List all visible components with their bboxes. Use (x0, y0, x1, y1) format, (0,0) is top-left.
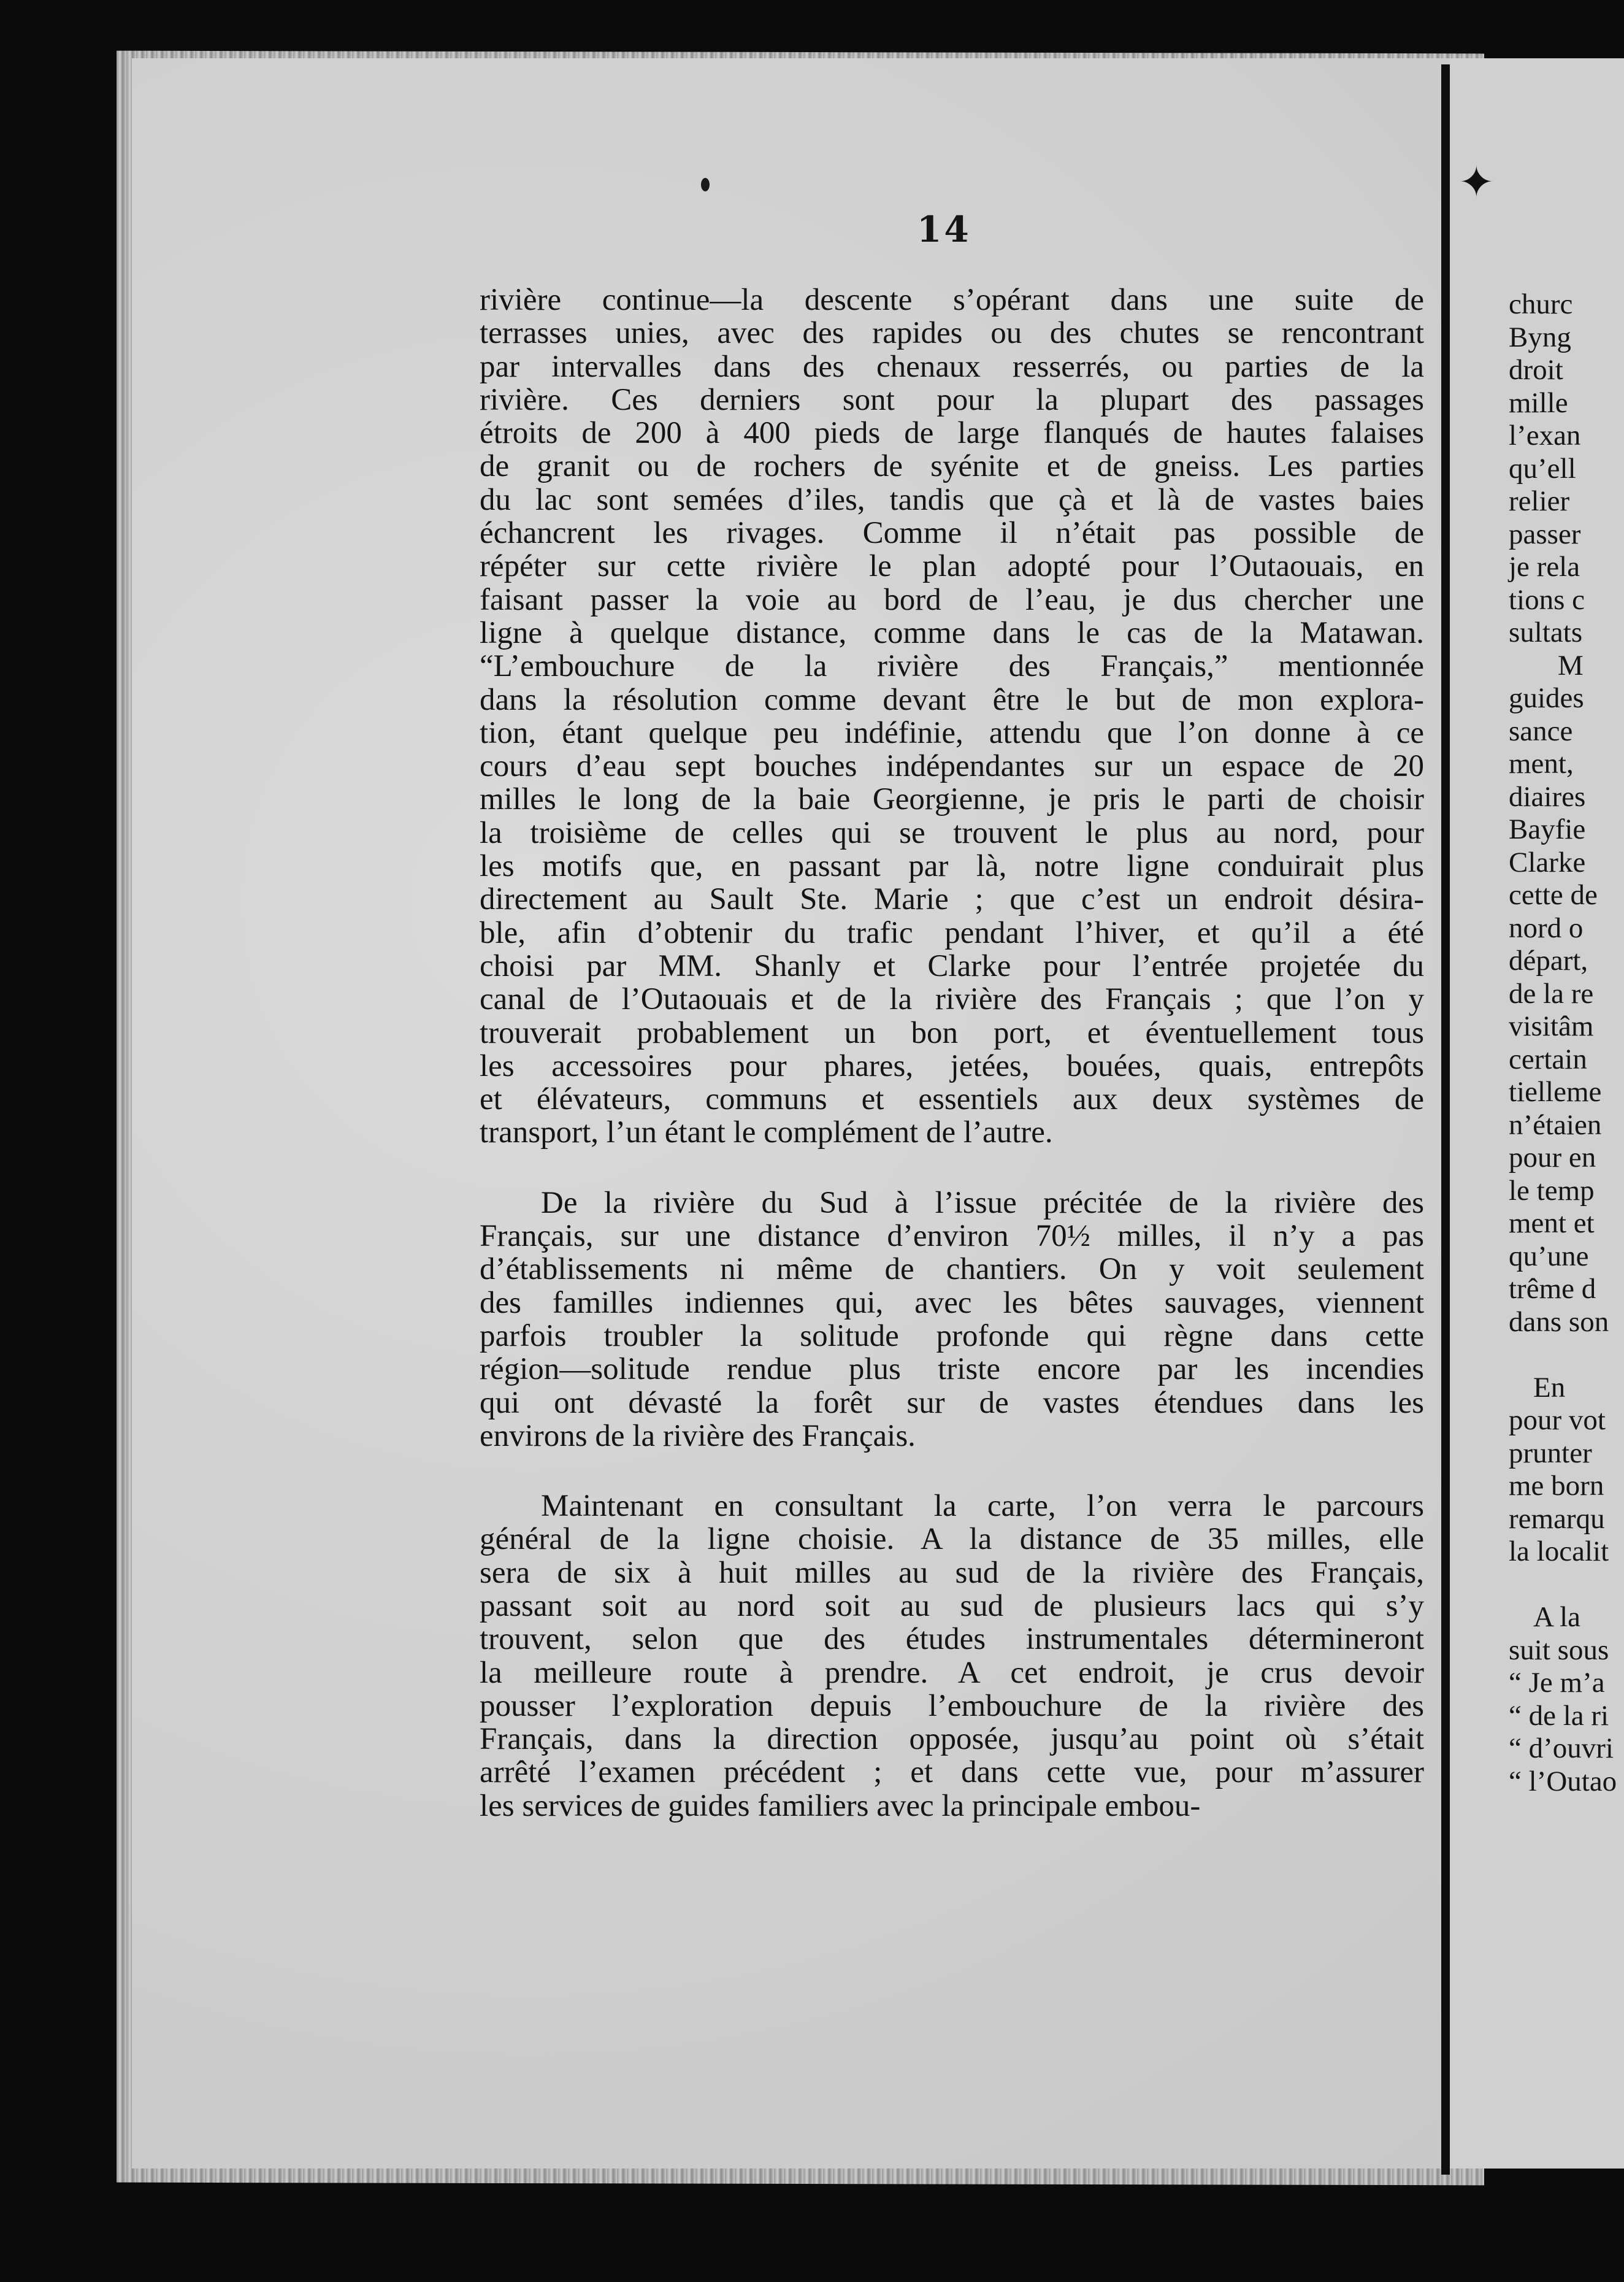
ink-speck (701, 178, 710, 191)
text-line: échancrent les rivages. Comme il n’était pas possible de (480, 516, 1424, 551)
facing-text-line: “ Je m’a (1509, 1667, 1605, 1699)
gutter-mark: ✦ (1458, 157, 1495, 207)
text-line: région—solitude rendue plus triste encore par les incendies (480, 1352, 1424, 1387)
facing-text-line: qu’ell (1509, 452, 1576, 485)
text-line: des familles indiennes qui, avec les bêtes sauvages, viennent (480, 1285, 1424, 1320)
text-line: qui ont dévasté la forêt sur de vastes étendues dans les (480, 1385, 1424, 1420)
facing-text-line: certain (1509, 1043, 1587, 1075)
text-line: sera de six à huit milles au sud de la rivière des Français, (480, 1555, 1424, 1590)
paragraph-p2 (480, 1186, 1424, 1453)
facing-text-line: Byng (1509, 321, 1571, 353)
text-line: parfois troubler la solitude profonde qui règne dans cette (480, 1318, 1424, 1353)
text-line: rivière. Ces derniers sont pour la plupart des passages (480, 382, 1424, 417)
facing-text-line: “ l’Outao (1509, 1765, 1617, 1797)
facing-text-line: je rela (1509, 551, 1580, 583)
text-line: général de la ligne choisie. A la distance de 35 milles, elle (480, 1522, 1424, 1557)
text-line: trouvent, selon que des études instrumentales détermineront (480, 1622, 1424, 1657)
text-line: rivière continue—la descente s’opérant dans une suite de (480, 283, 1424, 317)
text-line: “L’embouchure de la rivière des Français,” mentionnée (480, 649, 1424, 684)
facing-text-line: ment et (1509, 1207, 1595, 1239)
facing-text-line: “ d’ouvri (1509, 1732, 1614, 1764)
facing-text-line: guides (1509, 682, 1584, 714)
facing-text-line: Bayfie (1509, 813, 1586, 845)
text-line: ble, afin d’obtenir du trafic pendant l’hiver, et qu’il a été (480, 915, 1424, 950)
text-line: tion, étant quelque peu indéfinie, attendu que l’on donne à ce (480, 715, 1424, 750)
main-text-column (480, 283, 1424, 1823)
facing-text-line: tions c (1509, 583, 1585, 616)
facing-text-line: droit (1509, 354, 1563, 386)
text-line: étroits de 200 à 400 pieds de large flanqués de hautes falaises (480, 416, 1424, 451)
text-line: directement au Sault Ste. Marie ; que c’est un endroit désira- (480, 882, 1424, 917)
facing-text-line: tielleme (1509, 1076, 1602, 1108)
text-line: Français, sur une distance d’environ 70½ milles, il n’y a pas (480, 1219, 1424, 1254)
text-line: passant soit au nord soit au sud de plusieurs lacs qui s’y (480, 1588, 1424, 1623)
facing-text-line: ment, (1509, 748, 1574, 780)
facing-text-line: M (1558, 649, 1584, 682)
text-line: la troisième de celles qui se trouvent le plus au nord, pour (480, 815, 1424, 850)
text-line: arrêté l’examen précédent ; et dans cette vue, pour m’assurer (480, 1755, 1424, 1790)
text-line: Français, dans la direction opposée, jusqu’au point où s’était (480, 1722, 1424, 1757)
facing-text-line: départ, (1509, 945, 1588, 977)
facing-text-line: n’étaien (1509, 1108, 1602, 1141)
facing-text-line: la localit (1509, 1535, 1609, 1567)
facing-text-line: suit sous (1509, 1634, 1609, 1666)
facing-text-line: churc (1509, 288, 1573, 320)
text-line: par intervalles dans des chenaux resserrés, ou parties de la (480, 349, 1424, 384)
facing-text-line: le temp (1509, 1174, 1595, 1207)
facing-text-line: “ de la ri (1509, 1699, 1609, 1732)
facing-text-line: mille (1509, 386, 1568, 419)
text-line: les accessoires pour phares, jetées, bouées, quais, entrepôts (480, 1048, 1424, 1083)
page-number: 14 (917, 209, 971, 250)
facing-page-text-column (1509, 288, 1624, 1798)
text-line: pousser l’exploration depuis l’embouchure de la rivière des (480, 1688, 1424, 1723)
text-line: les motifs que, en passant par là, notre ligne conduirait plus (480, 849, 1424, 884)
facing-text-line: me born (1509, 1470, 1604, 1502)
facing-text-line: l’exan (1509, 420, 1581, 451)
facing-text-line: relier (1509, 485, 1570, 517)
facing-text-line: cette de (1509, 879, 1598, 911)
text-line: dans la résolution comme devant être le but de mon explora- (480, 682, 1424, 717)
facing-text-line: qu’une (1509, 1240, 1589, 1272)
text-line: milles le long de la baie Georgienne, je pris le parti de choisir (480, 782, 1424, 817)
facing-text-line: passer (1509, 518, 1581, 550)
paragraph-p1 (480, 283, 1424, 1150)
facing-text-line (1509, 1339, 1624, 1372)
text-line: d’établissements ni même de chantiers. On y voit seulement (480, 1252, 1424, 1287)
text-line: ligne à quelque distance, comme dans le cas de la Matawan. (480, 615, 1424, 650)
book-gutter-line (1441, 64, 1450, 2175)
text-line: faisant passer la voie au bord de l’eau, je dus chercher une (480, 582, 1424, 617)
facing-text-line: remarqu (1509, 1502, 1605, 1535)
facing-text-line: Clarke (1509, 846, 1586, 878)
text-line: environs de la rivière des Français. (480, 1418, 916, 1453)
text-line: cours d’eau sept bouches indépendantes sur un espace de 20 (480, 749, 1424, 784)
facing-text-line: pour en (1509, 1142, 1596, 1174)
facing-text-line: nord o (1509, 912, 1584, 944)
text-line: transport, l’un étant le complément de l’autre. (480, 1115, 1053, 1150)
text-line: de granit ou de rochers de syénite et de gneiss. Les parties (480, 449, 1424, 484)
facing-text-line: de la re (1509, 977, 1594, 1010)
facing-text-line: diaires (1509, 780, 1586, 813)
text-line: du lac sont semées d’iles, tandis que çà et là de vastes baies (480, 482, 1424, 517)
facing-text-line: sance (1509, 715, 1573, 747)
text-line: et élévateurs, communs et essentiels aux deux systèmes de (480, 1082, 1424, 1117)
text-line: les services de guides familiers avec la principale embou- (480, 1788, 1201, 1823)
text-line: De la rivière du Sud à l’issue précitée de la rivière des (541, 1185, 1424, 1220)
facing-text-line: prunter (1509, 1437, 1592, 1469)
text-line: canal de l’Outaouais et de la rivière des Français ; que l’on y (480, 982, 1424, 1017)
text-line: Maintenant en consultant la carte, l’on verra le parcours (541, 1489, 1424, 1524)
text-line: répéter sur cette rivière le plan adopté pour l’Outaouais, en (480, 549, 1424, 584)
facing-text-line: trême d (1509, 1273, 1596, 1305)
paragraph-p3 (480, 1489, 1424, 1823)
facing-text-line: dans son (1509, 1305, 1609, 1338)
text-line: la meilleure route à prendre. A cet endroit, je crus devoir (480, 1655, 1424, 1690)
facing-text-line: A la (1533, 1601, 1581, 1633)
facing-text-line: En (1533, 1371, 1566, 1404)
facing-text-line: pour vot (1509, 1404, 1606, 1436)
text-line: trouverait probablement un bon port, et éventuellement tous (480, 1015, 1424, 1050)
text-line: terrasses unies, avec des rapides ou des chutes se rencontrant (480, 316, 1424, 351)
text-line: choisi par MM. Shanly et Clarke pour l’entrée projetée du (480, 948, 1424, 983)
facing-text-line: visitâm (1509, 1010, 1594, 1042)
facing-text-line (1509, 1569, 1624, 1602)
facing-text-line: sultats (1509, 617, 1583, 648)
